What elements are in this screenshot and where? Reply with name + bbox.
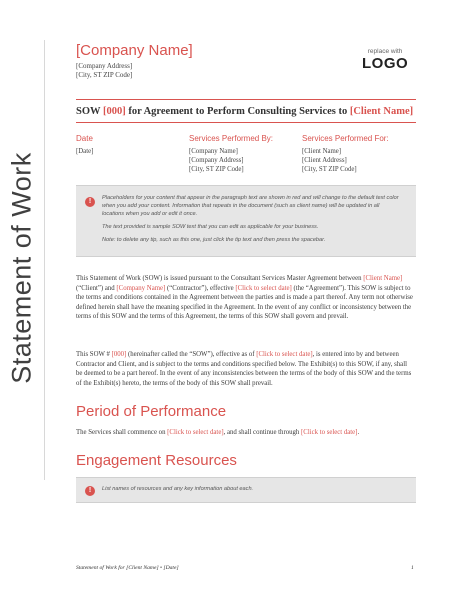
- page-number: 1: [411, 565, 414, 571]
- date-line: [Date]: [76, 148, 94, 155]
- engagement-tip-box[interactable]: [76, 477, 416, 503]
- text-run: (the “Agreement”). This SOW is subject to the terms and conditions contained in the Agreement between the parties and is made a part thereof. Any term not otherwise defined herein shall have the meaning specified in the Agreement. In the event of any conflict or inconsistency between the terms of this SOW and the terms of this Agreement, the terms of this SOW shall govern and prevail.: [76, 284, 413, 320]
- performed-for-block[interactable]: [302, 147, 357, 174]
- exclamation-icon: !: [85, 486, 95, 496]
- date-picker-field[interactable]: [Click to select date]: [235, 284, 292, 292]
- sow-number[interactable]: [000]: [102, 106, 126, 117]
- performed-by-heading: Services Performed By:: [189, 134, 274, 143]
- tip-text: [102, 194, 402, 244]
- performed-by-line: [Company Address]: [189, 157, 244, 164]
- engagement-tip-text: List names of resources and any key information about each.: [102, 486, 254, 492]
- text-run: This SOW #: [76, 351, 112, 358]
- company-address-line1: [Company Address]: [76, 62, 133, 70]
- sidebar-rule: [44, 40, 45, 480]
- footer-client: [Client Name]: [126, 565, 159, 571]
- title-rule-top: [76, 99, 416, 100]
- client-name-field[interactable]: [Client Name]: [363, 275, 403, 282]
- exclamation-icon: !: [85, 197, 95, 207]
- sow-title-middle: for Agreement to Perform Consulting Services to: [125, 106, 350, 117]
- title-rule-bottom: [76, 122, 416, 123]
- text-run: .: [357, 429, 360, 436]
- sow-number-field[interactable]: [000]: [111, 351, 127, 358]
- text-run: (hereinafter called the “SOW”), effective as of: [126, 351, 257, 358]
- date-picker-field[interactable]: [Click to select date]: [256, 351, 313, 358]
- sidebar-title-text: Statement of Work: [6, 152, 37, 384]
- logo-caption: replace with: [367, 48, 403, 55]
- text-run: Statement of Work for: [76, 565, 127, 571]
- engagement-heading: Engagement Resources: [76, 452, 237, 469]
- logo-text: LOGO: [362, 55, 409, 72]
- text-run: The Services shall commence on: [76, 429, 168, 436]
- date-heading: Date: [76, 134, 93, 143]
- performed-by-block[interactable]: [189, 147, 244, 174]
- performed-for-line: [Client Address]: [302, 157, 347, 164]
- period-paragraph: [76, 428, 414, 438]
- company-address[interactable]: [76, 62, 132, 80]
- sow-title-prefix: SOW: [76, 106, 103, 117]
- footer-separator: •: [158, 565, 164, 571]
- company-name[interactable]: [Company Name]: [76, 42, 193, 59]
- company-address-line2: [City, ST ZIP Code]: [76, 71, 133, 79]
- text-run: This Statement of Work (SOW) is issued pursuant to the Consultant Services Master Agreement between: [76, 275, 364, 282]
- sow-client[interactable]: [Client Name]: [349, 106, 414, 117]
- period-heading: Period of Performance: [76, 403, 227, 420]
- end-date-field[interactable]: [Click to select date]: [301, 429, 358, 436]
- performed-for-line: [City, ST ZIP Code]: [302, 166, 357, 173]
- tip-paragraph: Placeholders for your content that appear in the paragraph text are shown in red and will change to the default text color when you add your content. Information that repeats in the document (such as client name) will be updated in all locations when you add or edit it once.: [102, 195, 399, 217]
- text-run: (“Contractor”), effective: [165, 284, 236, 292]
- intro-paragraph: [76, 274, 414, 322]
- footer-text: [76, 565, 179, 571]
- performed-by-line: [City, ST ZIP Code]: [189, 166, 244, 173]
- date-value[interactable]: [76, 147, 93, 156]
- sow-title[interactable]: [76, 106, 413, 117]
- performed-for-heading: Services Performed For:: [302, 134, 389, 143]
- text-run: (“Client”) and: [76, 284, 117, 292]
- text-run: , is entered into by and between Contractor and Client, and is subject to the terms and conditions specified below. The Exhibit(s) to this SOW, if any, shall be deemed to be a part hereof. In the event of any inconsistencies between the terms of the body of this SOW and the terms of the Exhibit(s) hereto, the terms of the body of this SOW shall prevail.: [76, 351, 412, 387]
- text-run: , and shall continue through: [223, 429, 302, 436]
- performed-by-line: [Company Name]: [189, 148, 238, 155]
- tip-box[interactable]: [76, 185, 416, 257]
- tip-paragraph: Note: to delete any tip, such as this one, just click the tip text and then press the spacebar.: [102, 237, 326, 243]
- logo-placeholder[interactable]: [362, 48, 408, 72]
- tip-paragraph: The text provided is sample SOW text that you can edit as applicable for your business.: [102, 224, 319, 230]
- sow-paragraph: [76, 350, 414, 388]
- company-name-field[interactable]: [Company Name]: [116, 284, 166, 292]
- performed-for-line: [Client Name]: [302, 148, 342, 155]
- start-date-field[interactable]: [Click to select date]: [167, 429, 224, 436]
- footer-date: [Date]: [163, 565, 179, 571]
